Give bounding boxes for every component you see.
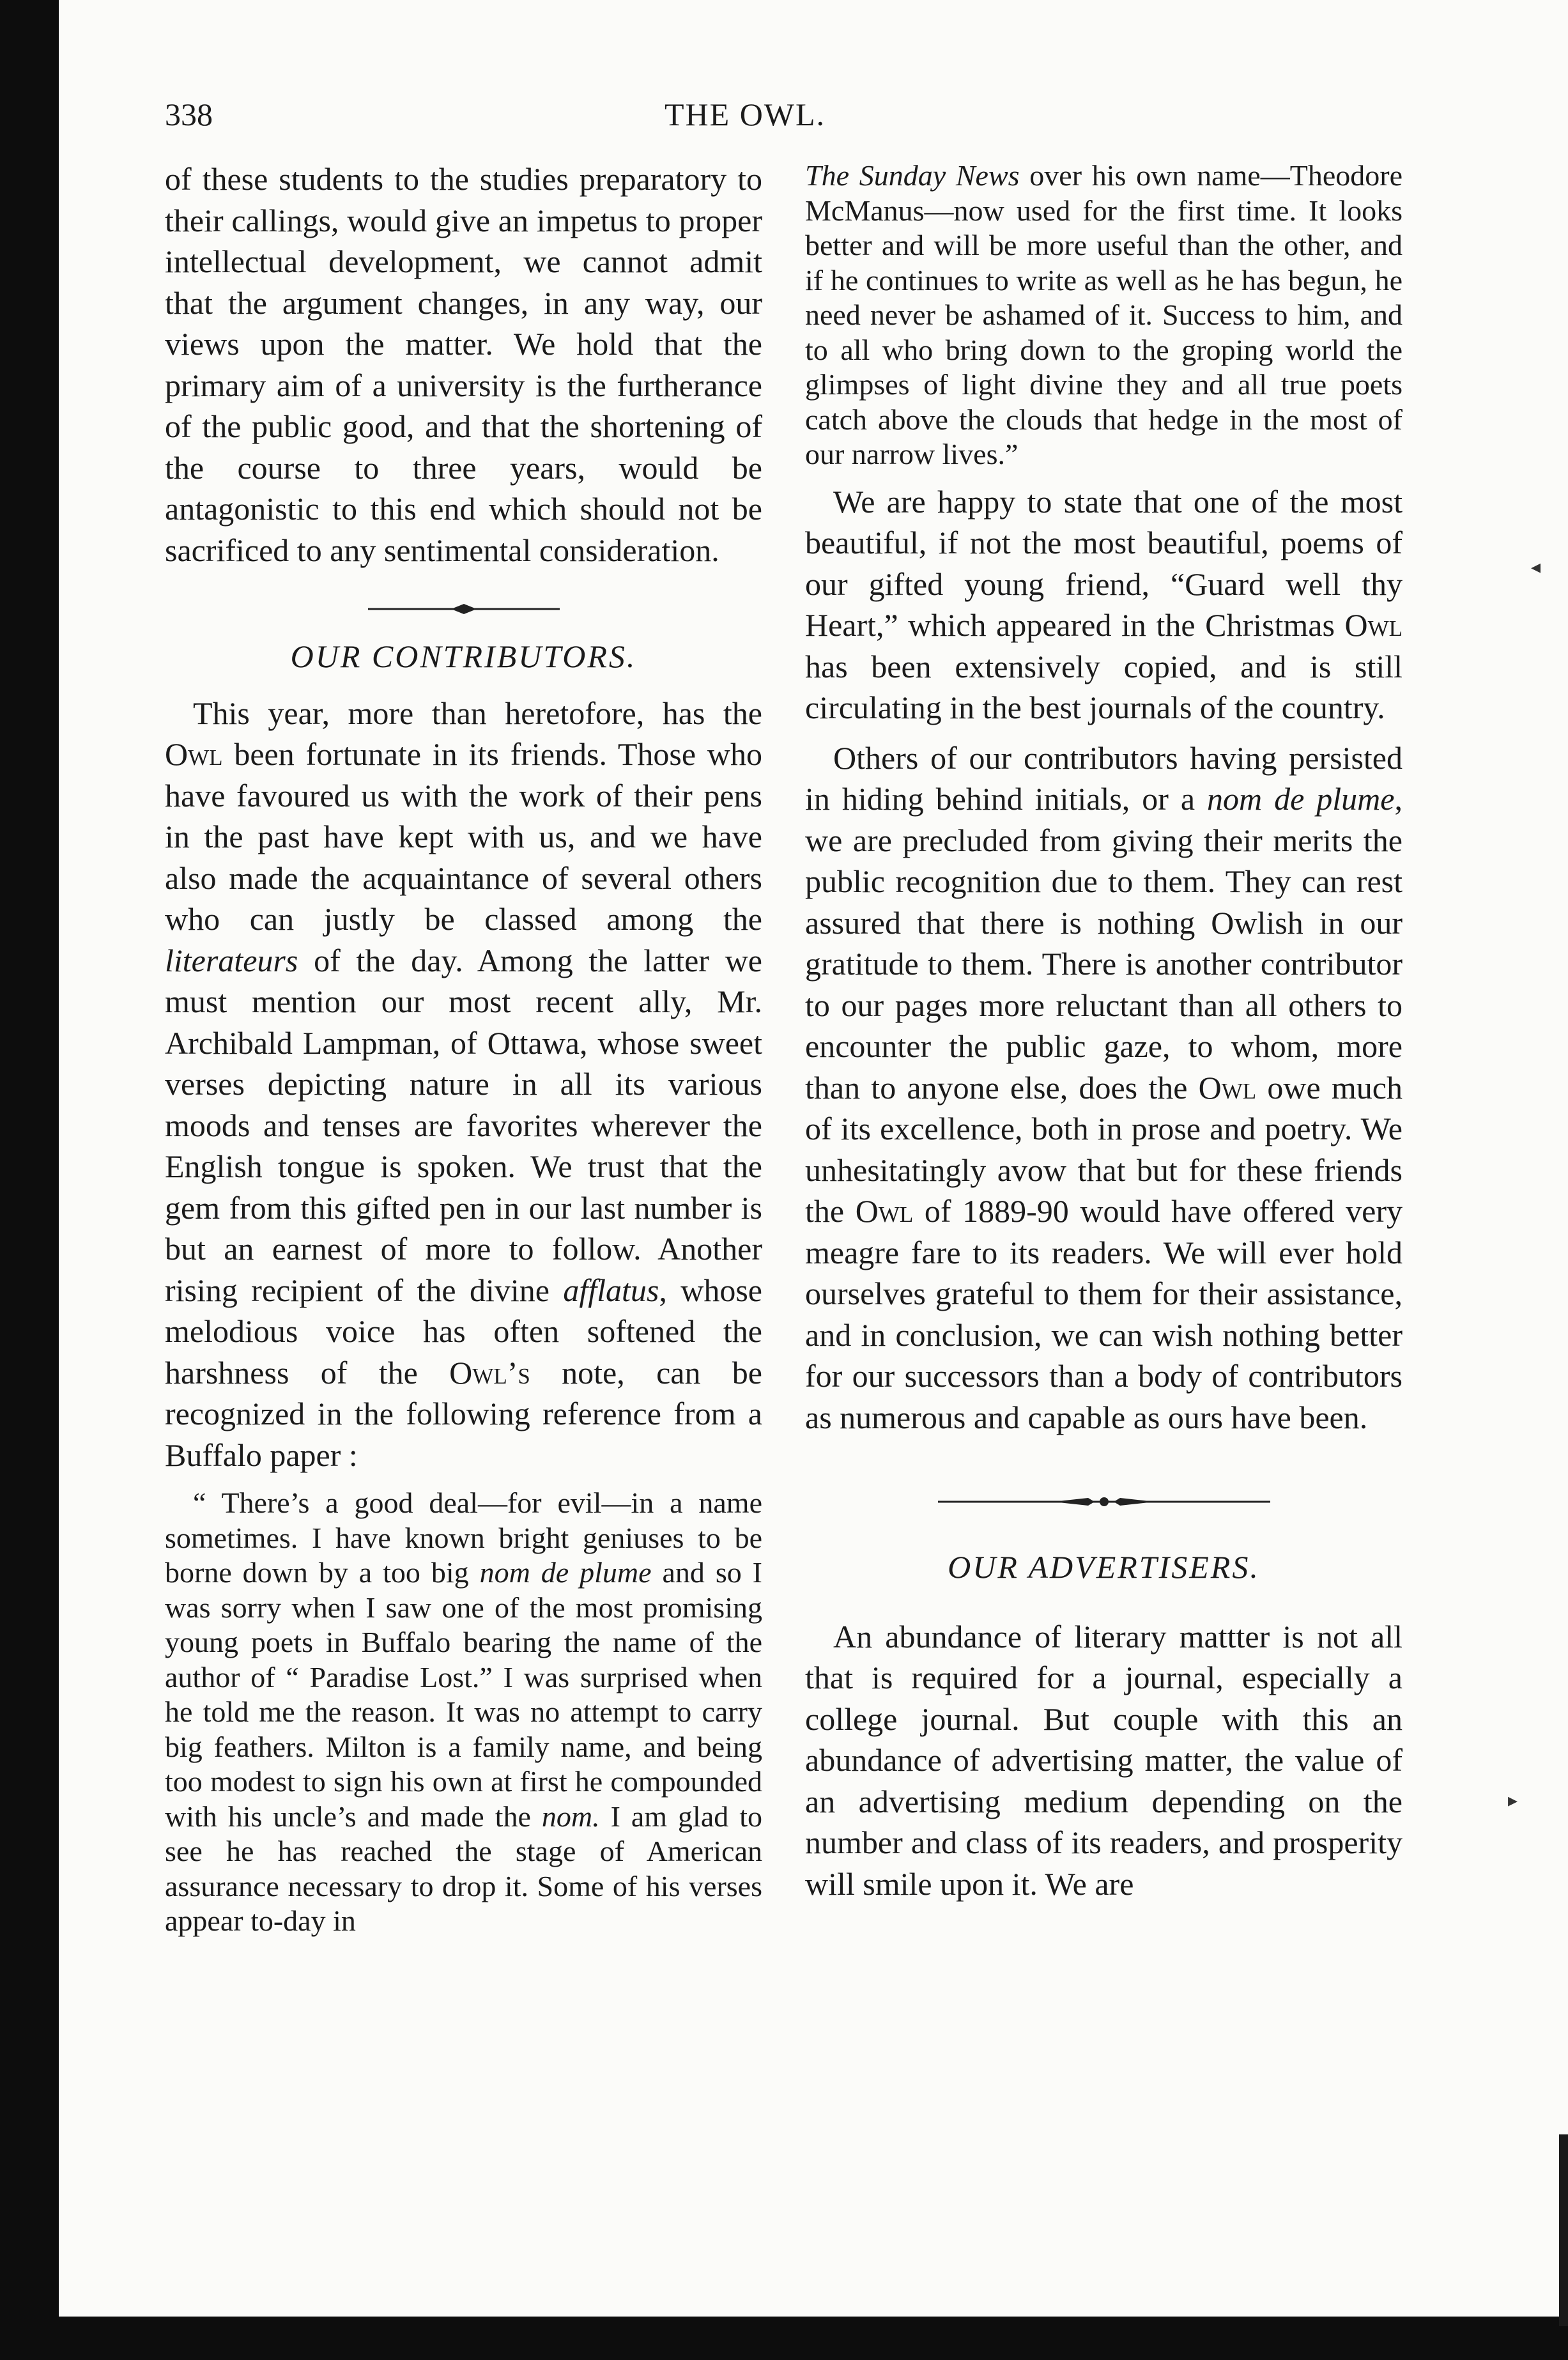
quotation-continued: The Sunday News over his own name—Theodore McManus—now used for the first time. It looks better and will be more useful than the other, and if he continues to write as well as he has begun, he need never be ashamed of it. Success to him, and to all who bring down to the groping world the glimpses of light divine they and all true poets catch above the clouds that hedge in the most of our narrow lives.” <box>805 159 1403 470</box>
paragraph-university: of these students to the studies preparatory to their callings, would give an impetus to proper intellectual development, we cannot admit that the argument changes, in any way, our views upon the matter. We hold that the primary aim of a university is the furtherance of the public good, and that the shortening of the course to three years, would be antagonistic to this end which should not be sacrificed to any sentimental consideration. <box>165 161 762 568</box>
scan-edge-right <box>1559 2134 1568 2326</box>
paragraph-advertisers: An abundance of literary mattter is not all that is required for a journal, especially a college journal. But couple with this an abundance of advertising matter, the value of an advertising medium depending on the number and class of its readers, and prosperity will smile upon it. We are <box>805 1618 1403 1902</box>
section-divider-ornament <box>938 1489 1270 1515</box>
scan-edge-left <box>0 0 59 2360</box>
right-column <box>805 158 1403 1904</box>
section-title-contributors: OUR CONTRIBUTORS. <box>290 638 637 674</box>
section-divider <box>368 596 560 622</box>
left-column <box>165 158 762 1939</box>
margin-mark: ◂ <box>1531 557 1541 578</box>
paragraph-guard-well: We are happy to state that one of the most beautiful, if not the most beautiful, poems of our gifted young friend, “Guard well thy Heart,” which appeared in the Christmas Owl has been extensively copied, and is still circulating in the best journals of the country. <box>805 483 1403 725</box>
quotation-buffalo-paper: “ There’s a good deal—for evil—in a name sometimes. I have known bright geniuses to be borne down by a too big nom de plume and so I was sorry when I saw one of the most promising young poets in Buffalo bearing the name of the author of “ Paradise Lost.” I was surprised when he told me the reason. It was no attempt to carry big feathers. Milton is a family name, and being too modest to sign his own at first he compounded with his uncle’s and made the nom. I am glad to see he has reached the stage of American assurance necessary to drop it. Some of his verses appear to-day in <box>165 1486 762 1937</box>
section-title-advertisers: OUR ADVERTISERS. <box>948 1549 1260 1585</box>
scan-edge-bottom <box>0 2317 1568 2360</box>
running-head: THE OWL. <box>665 96 826 132</box>
page-number: 338 <box>165 96 213 132</box>
paragraph-contributors: This year, more than heretofore, has the Owl been fortunate in its friends. Those who have favoured us with the work of their pens in the past have kept with us, and we have also made the acquaintance of several others who can justly be classed among the literateurs of the day. Among the latter we must mention our most recent ally, Mr. Archibald Lampman, of Ottawa, whose sweet verses depicting nature in all its various moods and tenses are favorites wherever the English tongue is spoken. We trust that the gem from this gifted pen in our last number is but an earnest of more to follow. Another rising recipient of the divine afflatus, whose melodious voice has often softened the harshness of the Owl’s note, can be recognized in the following reference from a Buffalo paper : <box>165 695 762 1473</box>
paragraph-other-contributors: Others of our contributors having persisted in hiding behind initials, or a nom de plume, we are precluded from giving their merits the public recognition due to them. They can rest assured that there is nothing Owlish in our gratitude to them. There is another contributor to our pages more reluctant than all others to encounter the public gaze, to whom, more than to anyone else, does the Owl owe much of its excellence, both in prose and poetry. We unhesitatingly avow that but for these friends the Owl of 1889-90 would have offered very meagre fare to its readers. We will ever hold ourselves grateful to them for their assistance, and in conclusion, we can wish nothing better for our successors than a body of contributors as numerous and capable as ours have been. <box>805 739 1403 1435</box>
margin-mark: ▸ <box>1508 1790 1518 1811</box>
